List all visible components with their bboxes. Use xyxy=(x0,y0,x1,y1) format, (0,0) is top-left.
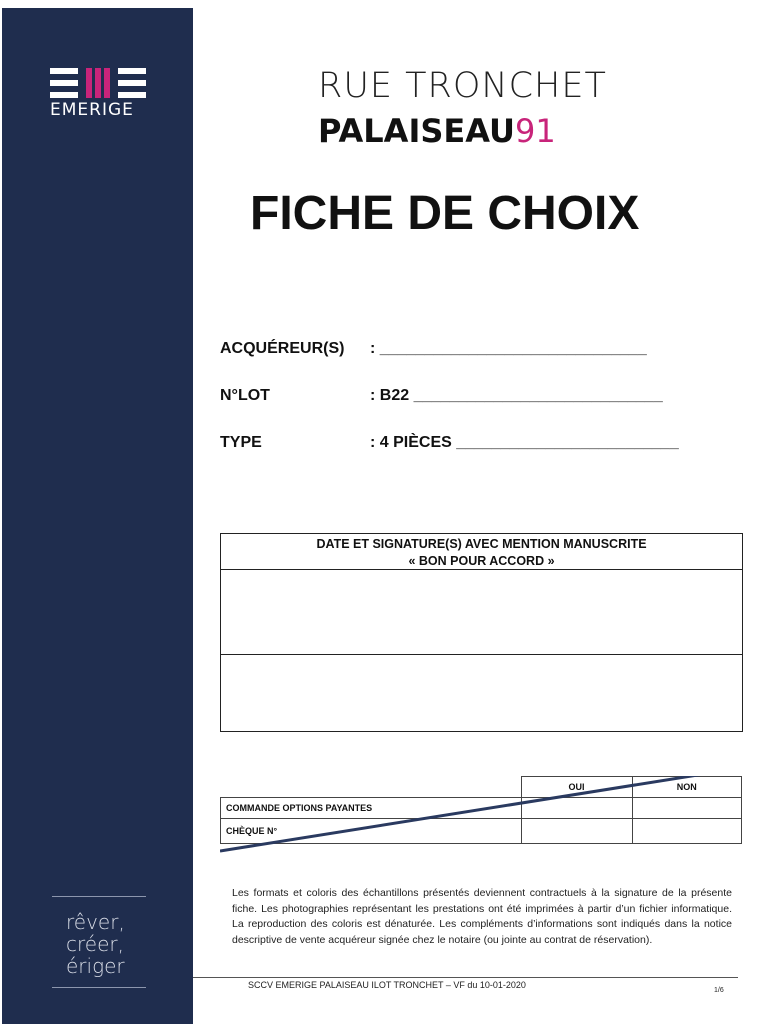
field-label: N°LOT xyxy=(220,387,270,404)
row-label: CHÈQUE N° xyxy=(221,818,522,843)
page-number: 1/6 xyxy=(714,987,724,994)
footer-reference: SCCV EMERIGE PALAISEAU ILOT TRONCHET – VF du 10-01-2020 xyxy=(248,980,526,990)
emerige-logo-mark xyxy=(50,68,146,98)
field-label: TYPE xyxy=(220,434,262,451)
signature-box xyxy=(220,533,743,732)
field-label: ACQUÉREUR(S) xyxy=(220,340,345,357)
row-label: COMMANDE OPTIONS PAYANTES xyxy=(221,797,522,818)
project-city-number: 91 xyxy=(515,112,556,150)
footer-divider xyxy=(193,977,738,978)
col-header-oui: OUI xyxy=(521,777,632,798)
tagline-line-1: rêver, xyxy=(66,910,125,934)
disclaimer-text: Les formats et coloris des échantillons présentés deviennent contractuels à la signature de la présente fiche. Les photographies représentant les prestations ont été imprimées à partir d’un fichier informatique. La reproduction des coloris est dénaturée. Les compléments d’informations sont indiqués dans la notice descriptive de vente acquéreur signée chez le notaire (ou jointe au contrat de réservation). xyxy=(232,887,732,946)
tagline xyxy=(52,896,146,988)
signature-area-2[interactable] xyxy=(221,655,742,729)
tagline-line-3: ériger xyxy=(66,954,125,978)
field-value: : 4 PIÈCES _________________________ xyxy=(370,434,679,451)
project-city xyxy=(318,112,556,150)
emerige-logo xyxy=(50,68,150,120)
project-street: RUE TRONCHET xyxy=(318,66,607,106)
options-table xyxy=(220,776,742,844)
project-city-name: PALAISEAU xyxy=(318,112,516,150)
signature-area-1[interactable] xyxy=(221,570,742,655)
logo-wordmark: EMERIGE xyxy=(50,100,134,120)
field-value: : ______________________________ xyxy=(370,340,647,357)
signature-heading-line-2: « BON POUR ACCORD » xyxy=(408,554,555,568)
field-value: : B22 ____________________________ xyxy=(370,387,663,404)
signature-heading-line-1: DATE ET SIGNATURE(S) AVEC MENTION MANUSCRITE xyxy=(316,537,647,551)
signature-heading xyxy=(221,534,742,570)
sidebar-panel xyxy=(2,8,193,1024)
strike-through-line xyxy=(220,776,750,856)
tagline-line-2: créer, xyxy=(66,932,124,956)
page-title: FICHE DE CHOIX xyxy=(250,187,640,240)
col-header-non: NON xyxy=(632,777,742,798)
